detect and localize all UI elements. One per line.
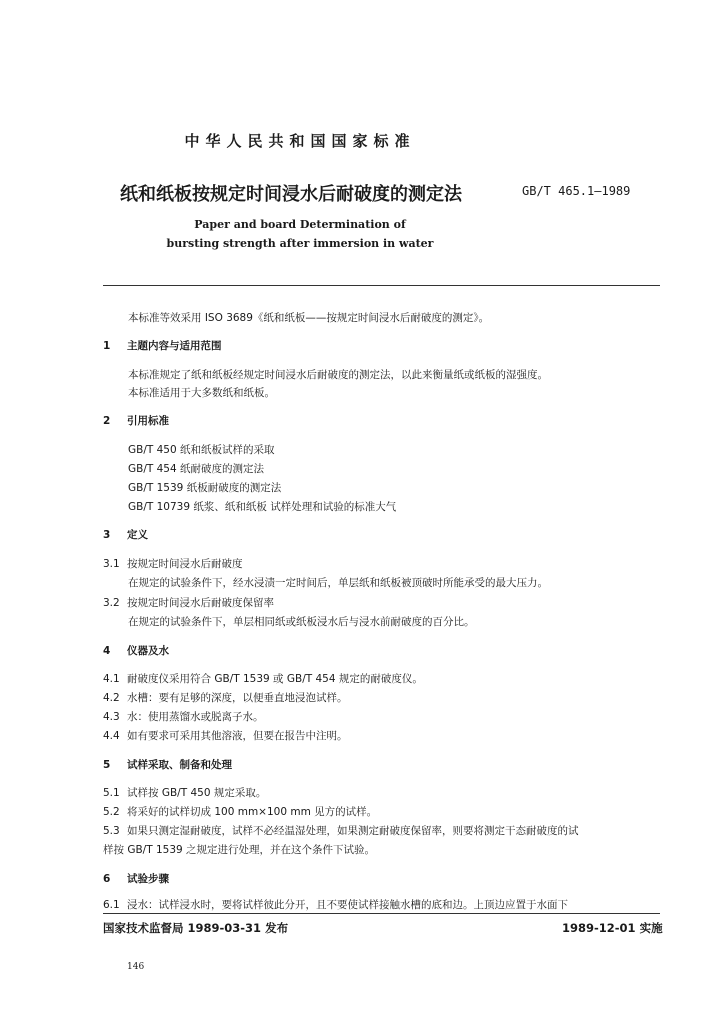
section-title: 引用标准 bbox=[127, 415, 169, 427]
reference-item: GB/T 1539 纸板耐破度的测定法 bbox=[128, 482, 282, 494]
section-number: 6 bbox=[103, 873, 111, 885]
clause-item bbox=[103, 671, 423, 686]
clause-text: 水：使用蒸馏水或脱离子水。 bbox=[127, 711, 264, 723]
footer-rule bbox=[103, 913, 660, 914]
clause-text: 如有要求可采用其他溶液，但要在报告中注明。 bbox=[127, 730, 348, 742]
clause-text: 将采好的试样切成 100 mm×100 mm 见方的试样。 bbox=[127, 806, 378, 818]
effective-date: 1989-12-01 实施 bbox=[562, 921, 663, 935]
issue-date: 国家技术监督局 1989-03-31 发布 bbox=[103, 921, 289, 935]
clause-title: 按规定时间浸水后耐破度保留率 bbox=[127, 597, 274, 609]
document-title-en-line2: bursting strength after immersion in water bbox=[166, 237, 434, 250]
section-3-heading bbox=[103, 527, 148, 542]
clause-number: 3.2 bbox=[103, 597, 120, 609]
section-title: 主题内容与适用范围 bbox=[127, 340, 222, 352]
clause-number: 4.3 bbox=[103, 711, 120, 723]
section-title: 仪器及水 bbox=[127, 645, 169, 657]
definition-3-1-heading bbox=[103, 556, 243, 571]
section-title: 试样采取、制备和处理 bbox=[127, 759, 232, 771]
clause-number: 4.1 bbox=[103, 673, 120, 685]
intro-text: 本标准等效采用 ISO 3689《纸和纸板——按规定时间浸水后耐破度的测定》。 bbox=[128, 312, 490, 324]
section-1-paragraph-1: 本标准规定了纸和纸板经规定时间浸水后耐破度的测定法，以此来衡量纸或纸板的湿强度。 bbox=[128, 369, 548, 381]
section-1-heading bbox=[103, 338, 222, 353]
standard-code: GB/T 465.1—1989 bbox=[522, 184, 631, 198]
clause-number: 5.2 bbox=[103, 806, 120, 818]
section-number: 4 bbox=[103, 645, 111, 657]
clause-item bbox=[103, 785, 266, 800]
clause-item bbox=[103, 823, 579, 838]
reference-item: GB/T 450 纸和纸板试样的采取 bbox=[128, 444, 275, 456]
clause-number: 4.2 bbox=[103, 692, 120, 704]
definition-3-2-text: 在规定的试验条件下，单层相同纸或纸板浸水后与浸水前耐破度的百分比。 bbox=[128, 616, 475, 628]
clause-number: 4.4 bbox=[103, 730, 120, 742]
section-number: 5 bbox=[103, 759, 111, 771]
section-number: 3 bbox=[103, 529, 111, 541]
section-2-heading bbox=[103, 413, 169, 428]
section-5-heading bbox=[103, 757, 232, 772]
clause-title: 按规定时间浸水后耐破度 bbox=[127, 558, 243, 570]
page-number: 146 bbox=[127, 962, 145, 972]
clause-number: 3.1 bbox=[103, 558, 120, 570]
clause-item bbox=[103, 709, 264, 724]
reference-item: GB/T 10739 纸浆、纸和纸板 试样处理和试验的标准大气 bbox=[128, 501, 397, 513]
definition-3-2-heading bbox=[103, 595, 274, 610]
section-title: 试验步骤 bbox=[127, 873, 169, 885]
clause-text: 水槽：要有足够的深度，以便垂直地浸泡试样。 bbox=[127, 692, 348, 704]
clause-text: 浸水：试样浸水时，要将试样彼此分开，且不要使试样接触水槽的底和边。上顶边应置于水面下 bbox=[127, 899, 568, 911]
clause-text-continued: 样按 GB/T 1539 之规定进行处理，并在这个条件下试验。 bbox=[103, 844, 376, 856]
header-rule bbox=[103, 285, 660, 286]
section-1-paragraph-2: 本标准适用于大多数纸和纸板。 bbox=[128, 387, 275, 399]
clause-number: 6.1 bbox=[103, 899, 120, 911]
standard-name: 中华人民共和国国家标准 bbox=[184, 132, 416, 150]
clause-item bbox=[103, 804, 377, 819]
document-title-zh: 纸和纸板按规定时间浸水后耐破度的测定法 bbox=[120, 184, 462, 205]
clause-text: 试样按 GB/T 450 规定采取。 bbox=[127, 787, 267, 799]
section-6-heading bbox=[103, 871, 169, 886]
clause-item bbox=[103, 897, 568, 912]
clause-text: 如果只测定湿耐破度，试样不必经温湿处理，如果测定耐破度保留率，则要将测定干态耐破度的试 bbox=[127, 825, 579, 837]
section-number: 1 bbox=[103, 340, 111, 352]
section-4-heading bbox=[103, 643, 169, 658]
clause-item bbox=[103, 728, 348, 743]
section-title: 定义 bbox=[127, 529, 148, 541]
clause-number: 5.1 bbox=[103, 787, 120, 799]
clause-number: 5.3 bbox=[103, 825, 120, 837]
document-title-en-line1: Paper and board Determination of bbox=[194, 218, 406, 231]
definition-3-1-text: 在规定的试验条件下，经水浸渍一定时间后，单层纸和纸板被顶破时所能承受的最大压力。 bbox=[128, 577, 548, 589]
section-number: 2 bbox=[103, 415, 111, 427]
clause-item bbox=[103, 690, 348, 705]
reference-item: GB/T 454 纸耐破度的测定法 bbox=[128, 463, 265, 475]
clause-text: 耐破度仪采用符合 GB/T 1539 或 GB/T 454 规定的耐破度仪。 bbox=[127, 673, 423, 685]
